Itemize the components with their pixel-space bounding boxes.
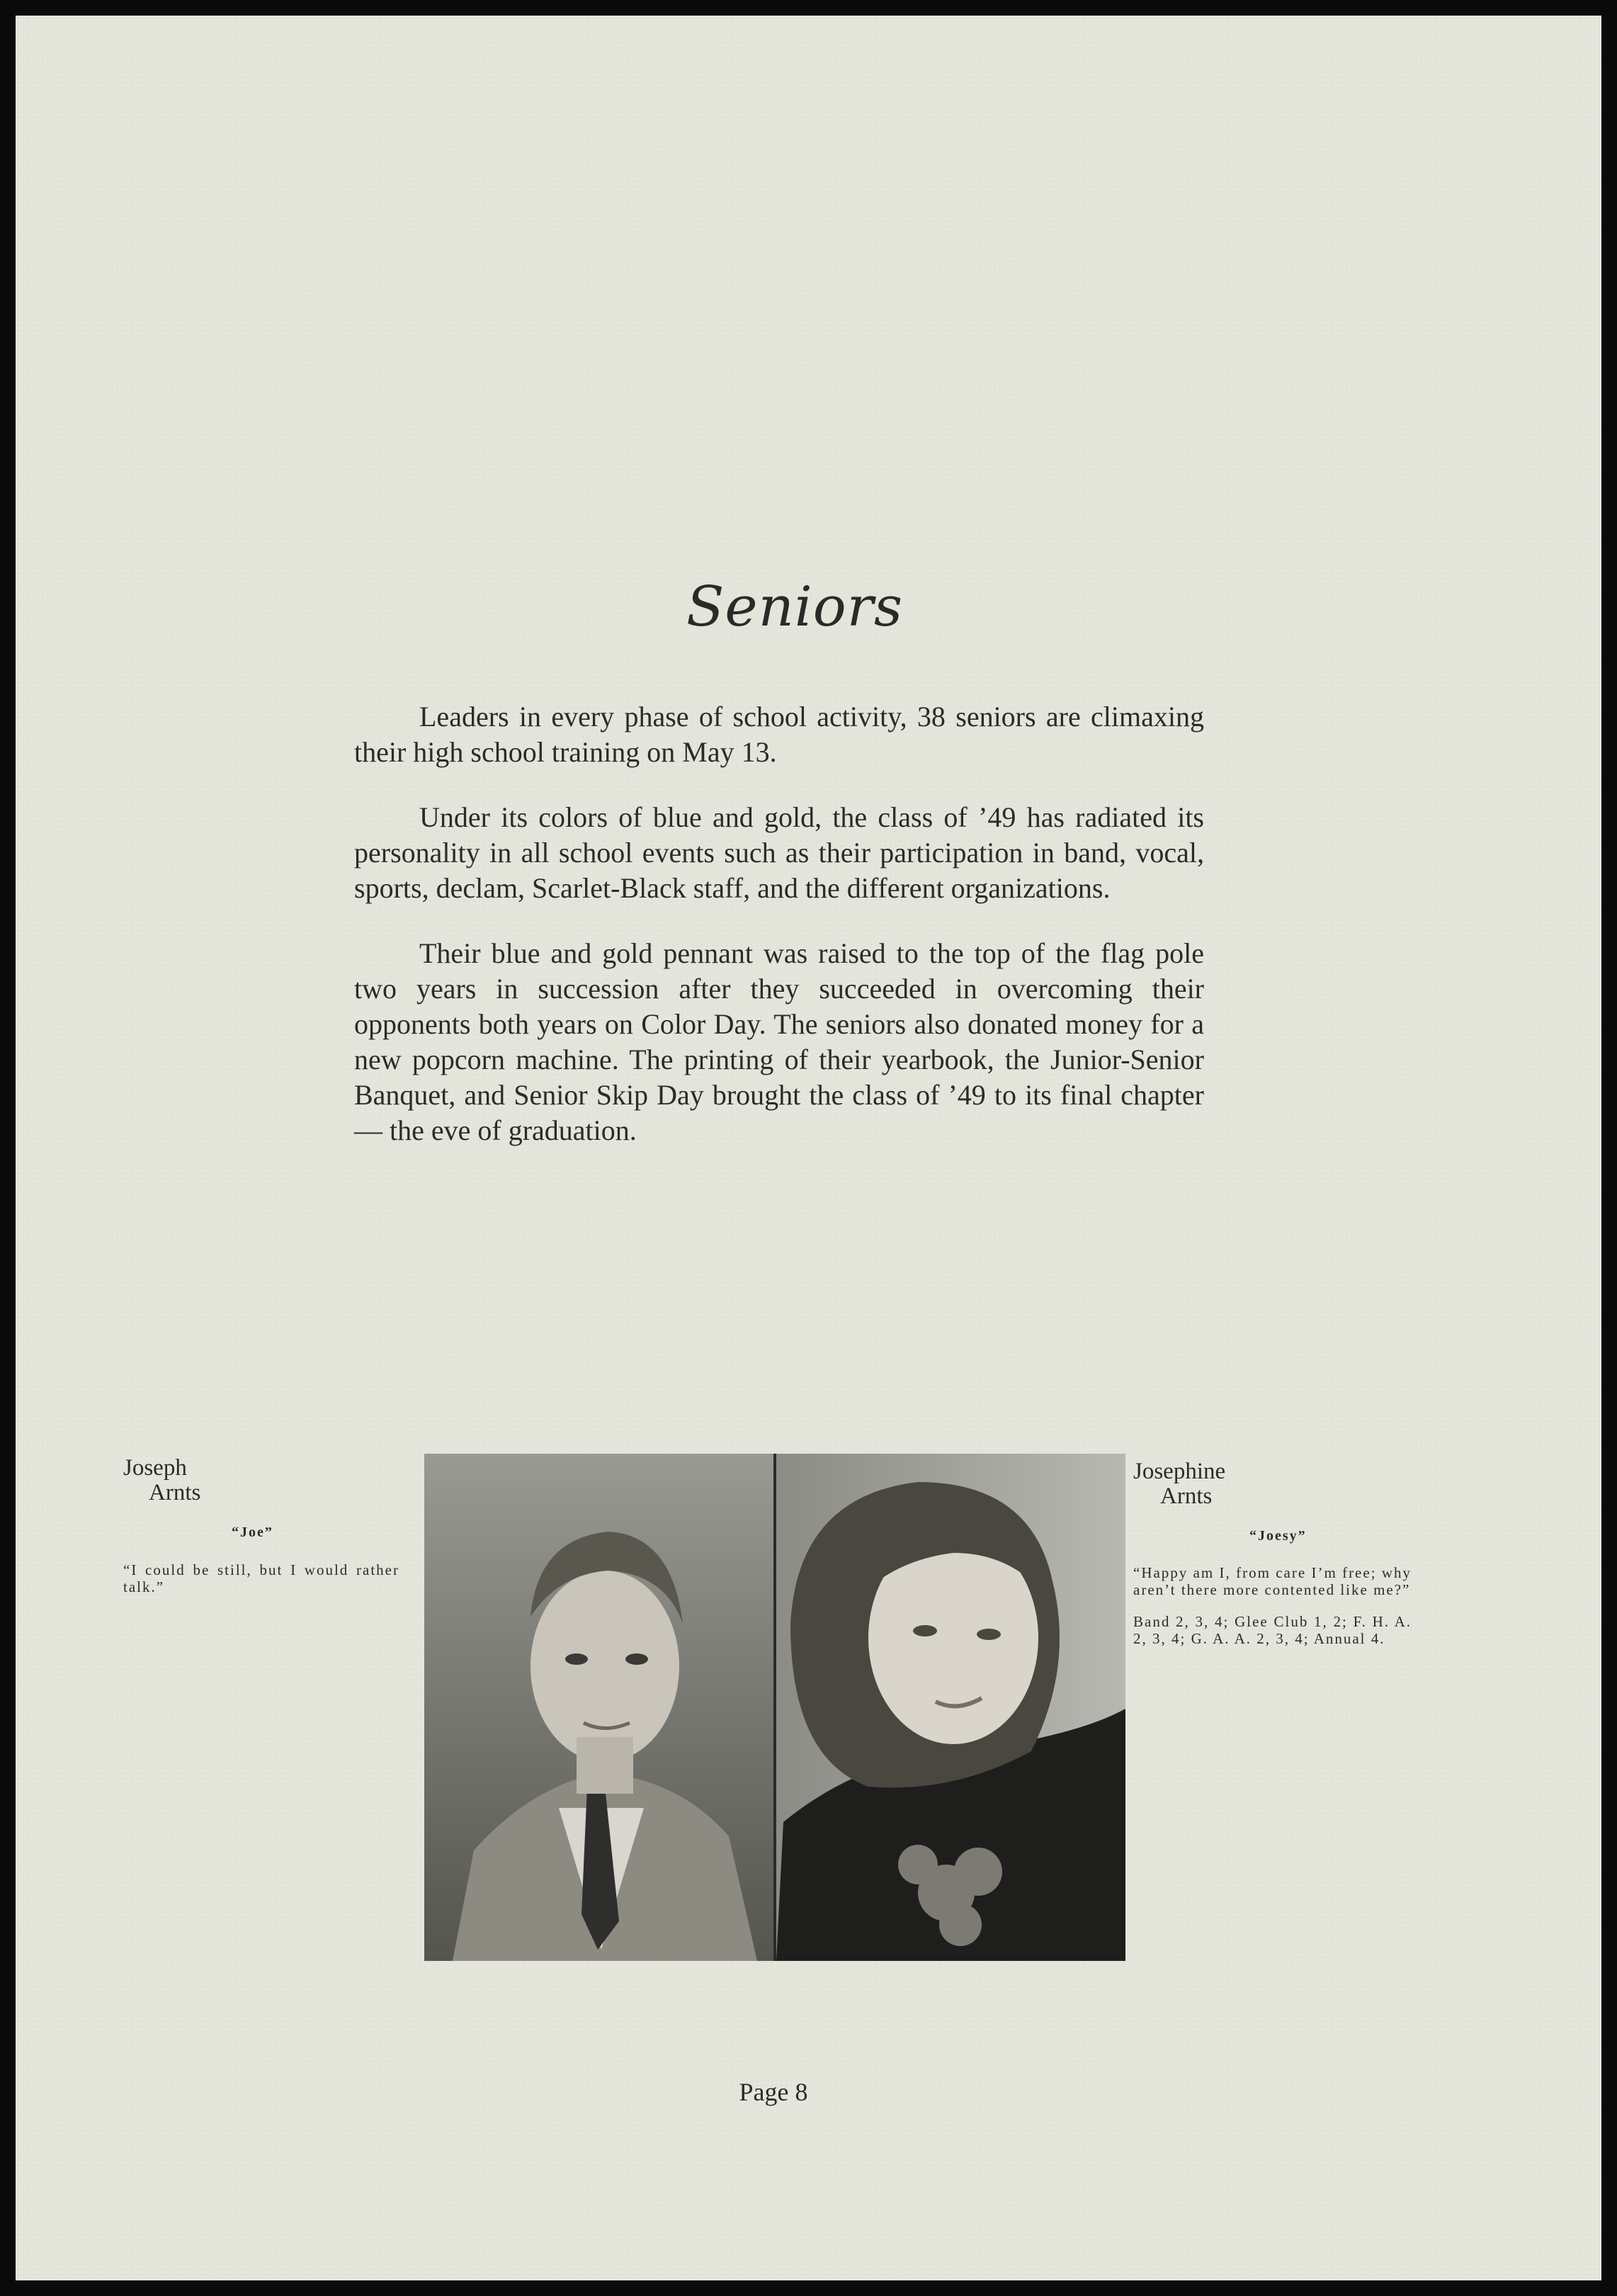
intro-paragraph: Leaders in every phase of school activity, 38 seniors are climaxing their high school training on May 13. <box>354 701 1204 768</box>
nickname: “Joesy” <box>1249 1528 1307 1544</box>
senior-quote: “I could be still, but I would rather talk.” <box>123 1561 399 1595</box>
intro-text <box>354 699 1204 1178</box>
nickname: “Joe” <box>232 1525 273 1540</box>
senior-activities: Band 2, 3, 4; Glee Club 1, 2; F. H. A. 2, 3, 4; G. A. A. 2, 3, 4; Annual 4. <box>1133 1613 1412 1647</box>
page-number: Page 8 <box>739 2078 808 2106</box>
senior-photos <box>424 1454 1125 1961</box>
last-name: Arnts <box>149 1480 201 1505</box>
first-name: Josephine <box>1133 1459 1226 1484</box>
first-name: Joseph <box>123 1455 187 1481</box>
senior-name-joseph <box>123 1456 200 1505</box>
senior-name-josephine <box>1133 1459 1225 1509</box>
yearbook-page <box>16 16 1601 2280</box>
intro-paragraph: Under its colors of blue and gold, the class of ’49 has radiated its personality in all school events such as their participation in band, vocal, sports, declam, Scarlet-Black staff, and the different organizations. <box>354 801 1204 904</box>
intro-paragraph: Their blue and gold pennant was raised to the top of the flag pole two years in succession after they succeeded in overcoming their opponents both years on Color Day. The seniors also donated money for a new popcorn machine. The printing of their yearbook, the Junior-Senior Banquet, and Senior Skip Day brought the class of ’49 to its final chapter — the eve of graduation. <box>354 937 1204 1146</box>
senior-quote: “Happy am I, from care I’m free; why aren’t there more contented like me?” <box>1133 1564 1412 1598</box>
page-heading: Seniors <box>686 575 904 639</box>
last-name: Arnts <box>1160 1483 1213 1509</box>
portrait-josephine <box>776 1454 1125 1961</box>
portrait-joseph <box>424 1454 773 1961</box>
